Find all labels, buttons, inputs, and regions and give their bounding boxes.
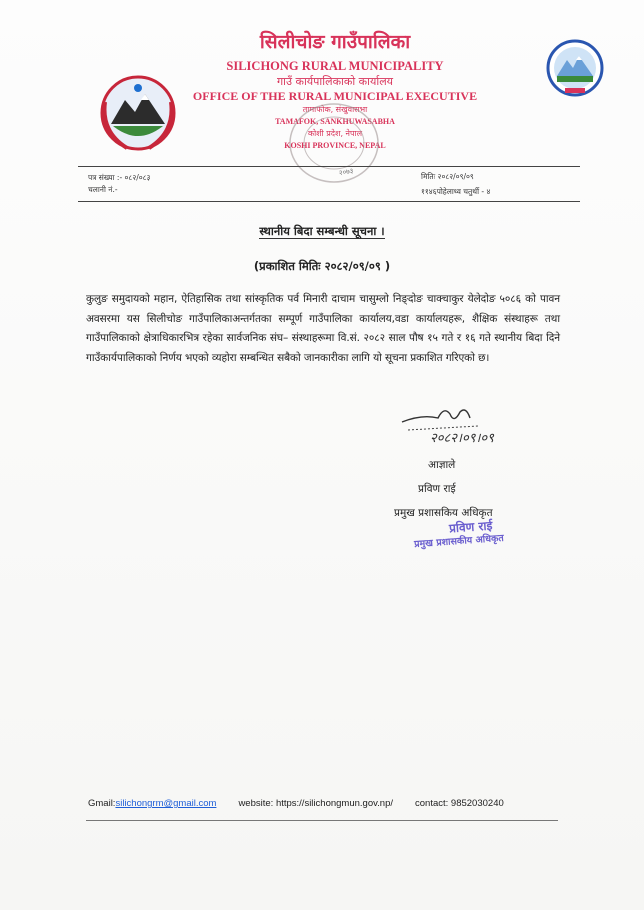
reference-left [88,172,150,196]
signatory-designation: प्रमुख प्रशासकिय अधिकृत [394,507,493,519]
gmail-link[interactable]: silichongrm@gmail.com [115,798,217,809]
footer [88,798,558,809]
municipality-title-en: SILICHONG RURAL MUNICIPALITY [226,59,444,73]
letter-date: मितिः २०८२/०९/०९ [421,172,474,181]
stamp-year: २०७३ [338,166,355,178]
letter-number: पत्र संख्या :- ०८२/०८३ [88,173,151,182]
address-np: तामाफोक, संखुवासभा [302,105,368,114]
municipality-logo-icon [545,38,605,98]
dispatch-number: चलानी नं.- [88,185,118,194]
reference-rule [78,201,580,202]
municipality-title-np: सिलीचोङ गाउँपालिका [259,31,411,53]
website-link[interactable]: https://silichongmun.gov.np/ [275,798,393,809]
notice-subject-text: स्थानीय बिदा सम्बन्धी सूचना । [259,224,385,238]
signature-date: २०८२।०९।०९ [430,431,494,446]
contact-number: 9852030240 [450,798,504,809]
stamp-name: प्रविण राई [448,518,493,536]
order-label: आज्ञाले [428,459,456,471]
lunar-date: ११४६पोहेलाथ्व चतुर्थी - ४ [421,187,491,196]
province-np: कोशी प्रदेश, नेपाल [307,129,363,138]
reference-right [421,171,490,198]
nepal-emblem-icon [97,72,179,154]
header-rule [78,166,580,167]
office-stamp-icon [286,100,382,186]
address-en: TAMAFOK, SANKHUWASABHA [275,117,395,126]
office-name-np: गाउँ कार्यपालिकाको कार्यालय [276,75,394,88]
website-label: website: [238,798,276,809]
publish-date: (प्रकाशित मितिः २०८२/०९/०९ ) [253,259,391,273]
stamp-designation: प्रमुख प्रशासकीय अधिकृत [413,532,505,551]
contact-label: contact: [415,798,451,809]
office-name-en: OFFICE OF THE RURAL MUNICIPAL EXECUTIVE [192,89,478,103]
province-en: KOSHI PROVINCE, NEPAL [284,141,386,150]
footer-rule [86,820,558,821]
signatory-name: प्रविण राई [418,483,456,495]
gmail-label: Gmail: [88,798,116,809]
notice-body: कुलुङ समुदायको महान, ऐतिहासिक तथा सांस्कृतिक पर्व मिनारी दाचाम चासुम्लो निङ्दोङ चाक्चाकुर येलेदोङ ५०८६ को पावन अवसरमा यस सिलीचोङ गाउँपालिकाअन्तर्गतका सम्पूर्ण गाउँपालिका कार्यालय,वडा कार्यालयहरू, शैक्षिक संस्थाहरू तथा गाउँपालिकाको क्षेत्राधिकारभित्र रहेका सार्वजनिक संघ– संस्थाहरूमा वि.सं. २०८२ साल पौष १५ गते र १६ गते स्थानीय बिदा दिने गाउँकार्यपालिकाको निर्णय भएको व्यहोरा सम्बन्धित सबैको जानकारीका लागि यो सूचना प्रकाशित गरिएको छ। [86,293,560,364]
notice-subject [0,224,644,239]
